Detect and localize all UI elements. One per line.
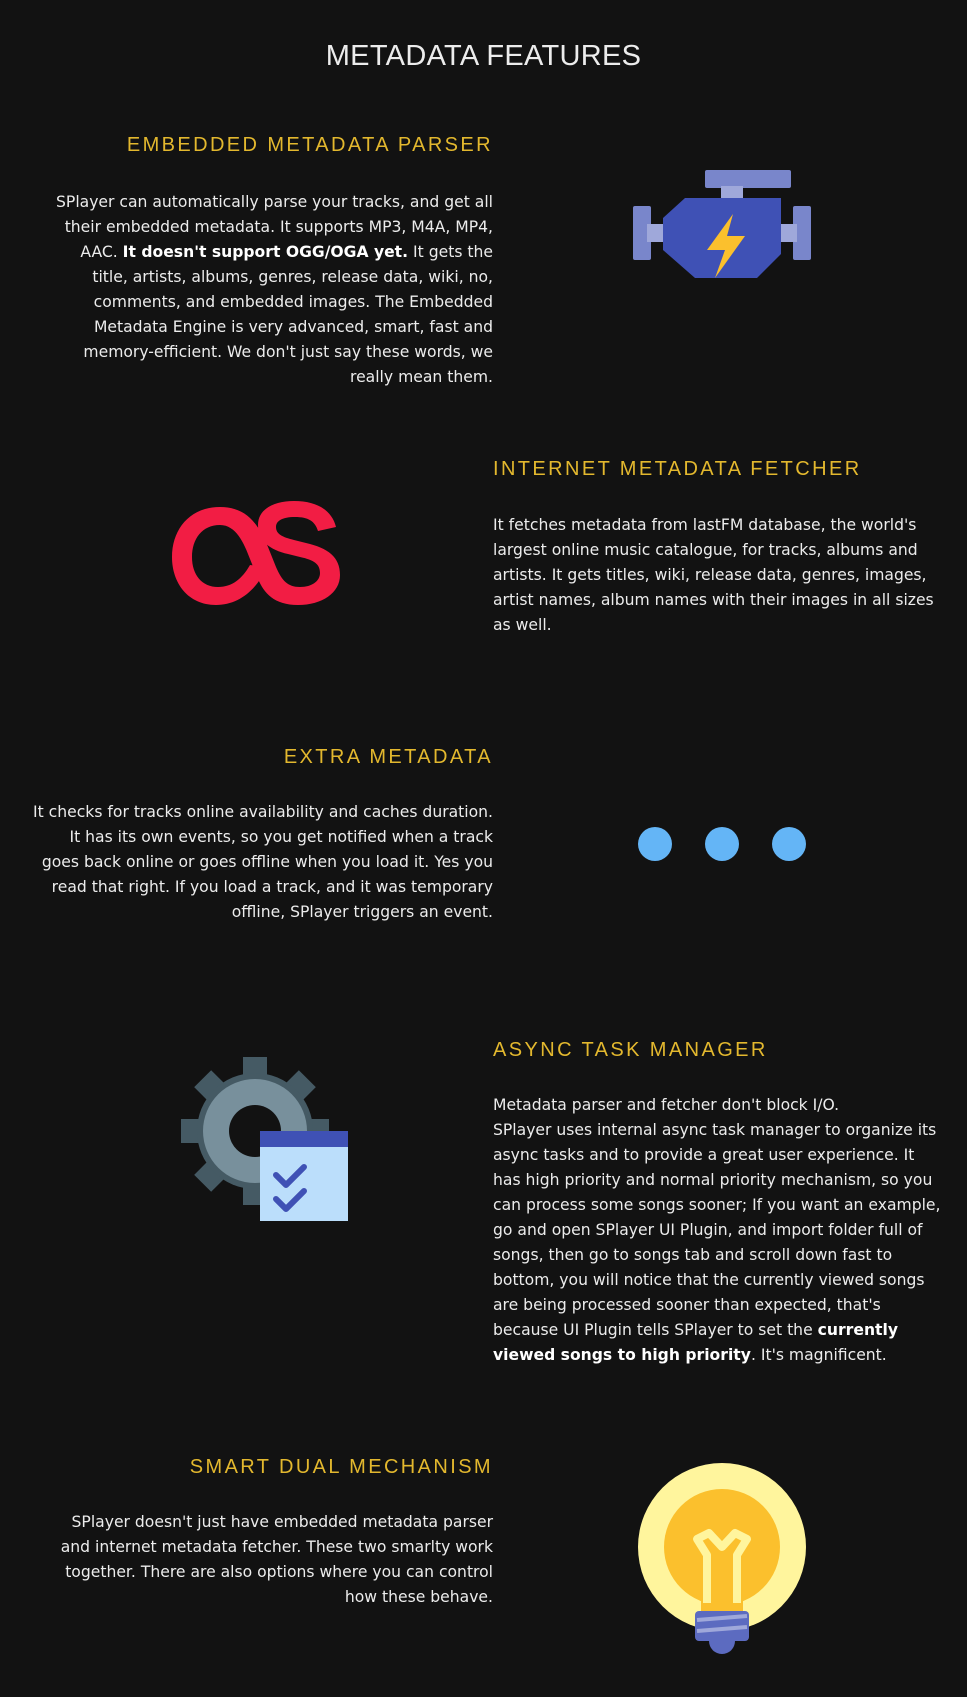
feature-embedded-metadata-parser [0, 130, 967, 386]
lightbulb-icon [637, 1463, 807, 1655]
feature-async-task-manager [0, 1035, 967, 1365]
feature-description [493, 1093, 945, 1368]
gear-calendar-icon [180, 1053, 350, 1223]
engine-icon [633, 170, 811, 290]
feature-heading: INTERNET METADATA FETCHER [493, 458, 862, 480]
feature-description: SPlayer doesn't just have embedded metadata parser and internet metadata fetcher. These two smarlty work together. There are also options where you can control how these behave. [60, 1513, 493, 1606]
feature-description-text: SPlayer uses internal async task manager to organize its async tasks and to provide a great user experience. It has high priority and normal priority mechanism, so you can process some songs sooner; If you want an example, go and open SPlayer UI Plugin, and import folder full of songs, then go to songs tab and scroll down fast to bottom, you will notice that the currently viewed songs are being processed sooner than expected, that's because UI Plugin tells SPlayer to set the [493, 1121, 941, 1339]
feature-description: It checks for tracks online availability and caches duration. It has its own events, so you get notified when a track goes back online or goes offline when you load it. Yes you read that right. If you load a track, and it was temporary offline, SPlayer triggers an event. [33, 803, 493, 921]
feature-description [53, 190, 493, 390]
feature-description-bold: currently viewed songs to high priority [493, 1321, 899, 1364]
feature-description-bold: It doesn't support OGG/OGA yet. [122, 243, 409, 261]
feature-heading: SMART DUAL MECHANISM [189, 1456, 493, 1478]
feature-internet-metadata-fetcher [0, 455, 967, 655]
feature-description: It fetches metadata from lastFM database, the world's largest online music catalogue, for tracks, albums and artists. It gets titles, wiki, release data, genres, images, artist names, album names with their images in all sizes as well. [493, 516, 934, 634]
feature-description-line: Metadata parser and fetcher don't block I/O. [493, 1096, 840, 1114]
feature-heading: EXTRA METADATA [283, 746, 493, 768]
ellipsis-icon [637, 827, 807, 863]
feature-description-text: SPlayer can automatically parse your tracks, and get all their embedded metadata. It supports MP3, M4A, MP4, AAC. [56, 193, 493, 261]
feature-heading: EMBEDDED METADATA PARSER [126, 134, 493, 156]
feature-description-tail: It gets the title, artists, albums, genres, release data, wiki, no, comments, and embedded images. The Embedded Metadata Engine is very advanced, smart, fast and memory-efficient. We don't just say these words, we really mean them. [83, 243, 493, 386]
feature-extra-metadata [0, 745, 967, 925]
feature-description-tail: . It's magnificent. [750, 1346, 887, 1364]
feature-smart-dual-mechanism [0, 1455, 967, 1675]
feature-heading: ASYNC TASK MANAGER [493, 1039, 768, 1061]
lastfm-icon [170, 501, 360, 611]
page-title: METADATA FEATURES [325, 40, 642, 72]
